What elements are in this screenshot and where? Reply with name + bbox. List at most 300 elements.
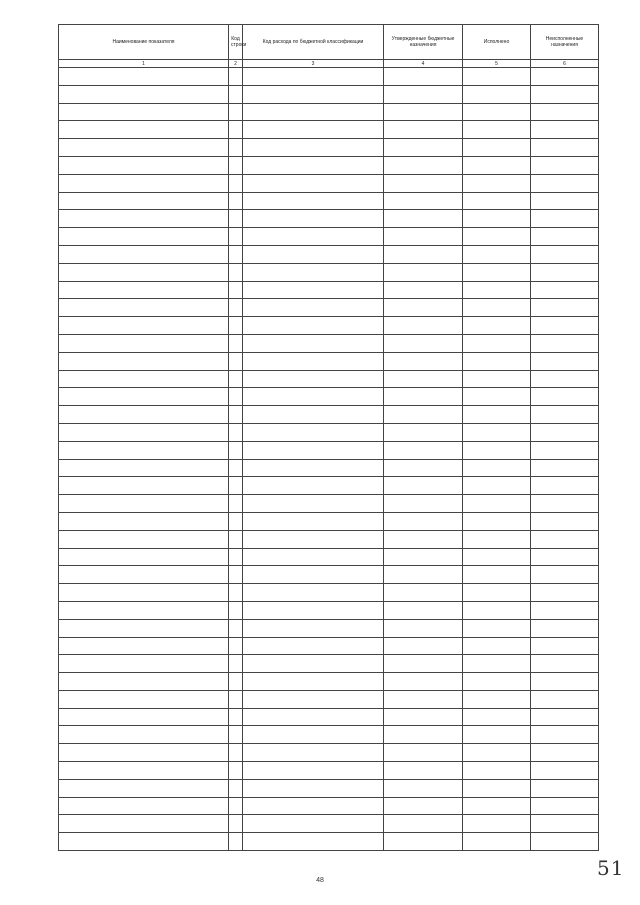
table-cell [463, 512, 531, 530]
table-row [59, 228, 599, 246]
table-cell [229, 833, 243, 851]
table-cell [229, 139, 243, 157]
table-header-row [59, 25, 599, 60]
table-cell [229, 388, 243, 406]
table-cell [463, 68, 531, 86]
table-cell [59, 601, 229, 619]
table-row [59, 601, 599, 619]
table-row [59, 833, 599, 851]
table-cell [531, 459, 599, 477]
table-row [59, 103, 599, 121]
table-cell [463, 637, 531, 655]
table-cell [463, 744, 531, 762]
table-cell [59, 690, 229, 708]
table-cell [463, 352, 531, 370]
table-cell [463, 85, 531, 103]
table-cell [384, 406, 463, 424]
table-cell [463, 423, 531, 441]
table-row [59, 68, 599, 86]
table-row [59, 423, 599, 441]
table-cell [463, 459, 531, 477]
table-cell [384, 619, 463, 637]
table-cell [384, 388, 463, 406]
table-cell [463, 833, 531, 851]
table-cell [243, 174, 384, 192]
table-cell [243, 441, 384, 459]
table-cell [59, 512, 229, 530]
table-row [59, 388, 599, 406]
table-cell [59, 762, 229, 780]
table-cell [463, 139, 531, 157]
table-cell [243, 299, 384, 317]
table-cell [384, 317, 463, 335]
table-cell [384, 139, 463, 157]
table-cell [531, 708, 599, 726]
table-cell [59, 459, 229, 477]
table-cell [384, 779, 463, 797]
table-cell [59, 281, 229, 299]
table-cell [384, 797, 463, 815]
table-cell [59, 406, 229, 424]
table-cell [463, 334, 531, 352]
table-cell [59, 299, 229, 317]
table-cell [463, 797, 531, 815]
table-cell [531, 815, 599, 833]
table-cell [384, 245, 463, 263]
table-row [59, 210, 599, 228]
table-cell [384, 477, 463, 495]
table-cell [384, 530, 463, 548]
table-cell [384, 174, 463, 192]
table-cell [463, 601, 531, 619]
table-row [59, 584, 599, 602]
table-row [59, 690, 599, 708]
table-cell [229, 744, 243, 762]
header-approved-amount: Утвержденные бюджетные назначения [384, 25, 463, 60]
table-cell [229, 637, 243, 655]
header-indicator-name: Наименование показателя [59, 25, 229, 60]
table-cell [531, 512, 599, 530]
table-cell [531, 103, 599, 121]
table-cell [463, 174, 531, 192]
table-cell [463, 263, 531, 281]
table-cell [229, 192, 243, 210]
table-cell [229, 156, 243, 174]
table-row [59, 548, 599, 566]
table-row [59, 85, 599, 103]
table-cell [229, 477, 243, 495]
table-cell [59, 245, 229, 263]
table-cell [59, 708, 229, 726]
table-cell [531, 423, 599, 441]
table-cell [229, 334, 243, 352]
table-cell [463, 441, 531, 459]
table-cell [229, 121, 243, 139]
table-cell [243, 601, 384, 619]
table-cell [229, 85, 243, 103]
table-cell [229, 228, 243, 246]
table-cell [531, 673, 599, 691]
table-row [59, 156, 599, 174]
table-cell [384, 815, 463, 833]
table-cell [463, 228, 531, 246]
table-cell [531, 779, 599, 797]
table-cell [463, 584, 531, 602]
table-row [59, 708, 599, 726]
table-cell [243, 726, 384, 744]
table-cell [243, 655, 384, 673]
table-cell [229, 210, 243, 228]
table-cell [531, 690, 599, 708]
table-cell [384, 210, 463, 228]
table-cell [531, 406, 599, 424]
table-row [59, 139, 599, 157]
column-number: 5 [463, 60, 531, 68]
table-cell [229, 530, 243, 548]
table-cell [59, 68, 229, 86]
table-cell [531, 797, 599, 815]
table-row [59, 744, 599, 762]
table-row [59, 121, 599, 139]
table-cell [384, 726, 463, 744]
table-cell [243, 637, 384, 655]
table-cell [229, 317, 243, 335]
table-cell [384, 637, 463, 655]
table-row [59, 815, 599, 833]
table-row [59, 762, 599, 780]
table-cell [384, 690, 463, 708]
table-cell [531, 584, 599, 602]
table-cell [229, 797, 243, 815]
table-cell [229, 548, 243, 566]
table-cell [59, 423, 229, 441]
table-cell [531, 548, 599, 566]
table-cell [59, 210, 229, 228]
table-cell [463, 317, 531, 335]
table-cell [229, 441, 243, 459]
table-cell [531, 245, 599, 263]
table-cell [243, 388, 384, 406]
table-cell [243, 245, 384, 263]
table-cell [243, 103, 384, 121]
table-cell [243, 156, 384, 174]
table-row [59, 174, 599, 192]
table-row [59, 245, 599, 263]
table-cell [463, 530, 531, 548]
table-cell [243, 406, 384, 424]
table-row [59, 495, 599, 513]
table-cell [463, 762, 531, 780]
table-row [59, 406, 599, 424]
table-cell [531, 299, 599, 317]
table-cell [463, 299, 531, 317]
table-cell [229, 566, 243, 584]
table-cell [463, 210, 531, 228]
column-number: 3 [243, 60, 384, 68]
table-row [59, 352, 599, 370]
table-row [59, 530, 599, 548]
table-cell [384, 833, 463, 851]
header-row-code: Код строки [229, 25, 243, 60]
column-number: 6 [531, 60, 599, 68]
table-cell [59, 779, 229, 797]
table-cell [384, 512, 463, 530]
table-cell [243, 281, 384, 299]
table-cell [243, 459, 384, 477]
table-cell [243, 334, 384, 352]
table-cell [243, 139, 384, 157]
table-cell [463, 655, 531, 673]
table-cell [463, 121, 531, 139]
table-cell [531, 619, 599, 637]
header-classification-code: Код расхода по бюджетной классификации [243, 25, 384, 60]
table-cell [384, 566, 463, 584]
table-cell [531, 744, 599, 762]
table-cell [229, 352, 243, 370]
table-cell [384, 299, 463, 317]
table-cell [531, 263, 599, 281]
table-row [59, 655, 599, 673]
table-cell [229, 406, 243, 424]
table-cell [59, 388, 229, 406]
table-cell [243, 85, 384, 103]
table-row [59, 477, 599, 495]
table-row [59, 673, 599, 691]
table-cell [59, 139, 229, 157]
column-number: 1 [59, 60, 229, 68]
table-cell [531, 68, 599, 86]
table-cell [384, 762, 463, 780]
table-cell [59, 334, 229, 352]
table-cell [59, 673, 229, 691]
table-cell [243, 477, 384, 495]
table-cell [463, 495, 531, 513]
table-cell [463, 726, 531, 744]
column-number-row [59, 60, 599, 68]
table-row [59, 566, 599, 584]
table-cell [59, 797, 229, 815]
table-cell [243, 833, 384, 851]
table-cell [384, 584, 463, 602]
table-cell [229, 299, 243, 317]
table-cell [463, 619, 531, 637]
table-cell [59, 352, 229, 370]
table-cell [243, 673, 384, 691]
page-number: 48 [316, 877, 324, 884]
budget-execution-table [58, 24, 599, 851]
table-cell [384, 495, 463, 513]
table-cell [229, 174, 243, 192]
table-cell [243, 584, 384, 602]
table-cell [384, 156, 463, 174]
table-cell [384, 263, 463, 281]
table-cell [463, 779, 531, 797]
table-cell [463, 708, 531, 726]
table-cell [59, 370, 229, 388]
table-row [59, 317, 599, 335]
table-cell [531, 726, 599, 744]
table-cell [384, 352, 463, 370]
table-cell [531, 121, 599, 139]
table-cell [229, 68, 243, 86]
table-cell [531, 370, 599, 388]
header-unexecuted-amount: Неисполненные назначения [531, 25, 599, 60]
table-row [59, 797, 599, 815]
table-cell [531, 530, 599, 548]
table-row [59, 441, 599, 459]
table-cell [243, 530, 384, 548]
table-cell [463, 815, 531, 833]
table-row [59, 263, 599, 281]
table-cell [243, 548, 384, 566]
table-cell [59, 619, 229, 637]
table-cell [531, 441, 599, 459]
table-body [59, 68, 599, 851]
table-cell [229, 263, 243, 281]
table-cell [243, 779, 384, 797]
table-cell [229, 103, 243, 121]
table-row [59, 512, 599, 530]
table-cell [243, 619, 384, 637]
table-cell [384, 601, 463, 619]
table-cell [229, 584, 243, 602]
table-row [59, 459, 599, 477]
table-cell [531, 833, 599, 851]
table-cell [531, 477, 599, 495]
table-cell [463, 281, 531, 299]
table-cell [229, 762, 243, 780]
table-cell [229, 245, 243, 263]
table-cell [243, 512, 384, 530]
table-cell [384, 441, 463, 459]
table-cell [384, 85, 463, 103]
table-cell [463, 566, 531, 584]
table-row [59, 192, 599, 210]
table-cell [384, 744, 463, 762]
table-row [59, 726, 599, 744]
table-cell [59, 441, 229, 459]
table-cell [384, 708, 463, 726]
table-cell [243, 815, 384, 833]
table-cell [59, 174, 229, 192]
table-cell [243, 192, 384, 210]
table-cell [531, 317, 599, 335]
table-cell [463, 690, 531, 708]
table-cell [59, 566, 229, 584]
table-cell [59, 833, 229, 851]
table-cell [531, 495, 599, 513]
table-cell [243, 566, 384, 584]
table-row [59, 299, 599, 317]
table-cell [229, 495, 243, 513]
table-cell [463, 245, 531, 263]
table-cell [531, 210, 599, 228]
table-cell [384, 281, 463, 299]
table-cell [229, 779, 243, 797]
table-cell [384, 103, 463, 121]
table-cell [463, 388, 531, 406]
table-cell [229, 281, 243, 299]
table-cell [243, 495, 384, 513]
table-cell [384, 334, 463, 352]
table-cell [59, 263, 229, 281]
table-cell [229, 370, 243, 388]
table-cell [229, 459, 243, 477]
table-cell [229, 512, 243, 530]
table-cell [229, 423, 243, 441]
table-cell [531, 352, 599, 370]
table-cell [531, 228, 599, 246]
table-cell [229, 619, 243, 637]
table-cell [243, 690, 384, 708]
table-cell [243, 121, 384, 139]
table-cell [531, 762, 599, 780]
table-cell [384, 121, 463, 139]
table-cell [384, 548, 463, 566]
table-cell [59, 548, 229, 566]
table-cell [59, 121, 229, 139]
table-cell [59, 584, 229, 602]
table-cell [531, 388, 599, 406]
table-cell [531, 281, 599, 299]
table-row [59, 370, 599, 388]
header-executed-amount: Исполнено [463, 25, 531, 60]
table-cell [229, 673, 243, 691]
table-cell [463, 548, 531, 566]
table-cell [531, 139, 599, 157]
table-cell [531, 601, 599, 619]
table-cell [384, 228, 463, 246]
table-cell [531, 334, 599, 352]
table-cell [243, 744, 384, 762]
table-cell [531, 156, 599, 174]
table-cell [531, 174, 599, 192]
table-cell [59, 103, 229, 121]
table-cell [59, 726, 229, 744]
table-cell [384, 423, 463, 441]
table-cell [59, 156, 229, 174]
table-cell [531, 637, 599, 655]
table-cell [59, 637, 229, 655]
table-cell [229, 708, 243, 726]
table-cell [384, 68, 463, 86]
table-cell [463, 192, 531, 210]
table-row [59, 334, 599, 352]
table-cell [243, 423, 384, 441]
table-cell [59, 655, 229, 673]
margin-page-mark: 51 [597, 856, 625, 880]
table-cell [384, 673, 463, 691]
table-cell [59, 530, 229, 548]
table-cell [59, 744, 229, 762]
table-cell [531, 85, 599, 103]
table-cell [243, 228, 384, 246]
table-cell [59, 317, 229, 335]
table-row [59, 281, 599, 299]
table-cell [531, 566, 599, 584]
table-cell [531, 192, 599, 210]
table-cell [243, 762, 384, 780]
table-cell [463, 477, 531, 495]
table-cell [229, 726, 243, 744]
table-cell [463, 103, 531, 121]
table-cell [243, 317, 384, 335]
table-row [59, 619, 599, 637]
table-cell [229, 815, 243, 833]
table-cell [243, 210, 384, 228]
table-cell [59, 815, 229, 833]
table-cell [59, 192, 229, 210]
